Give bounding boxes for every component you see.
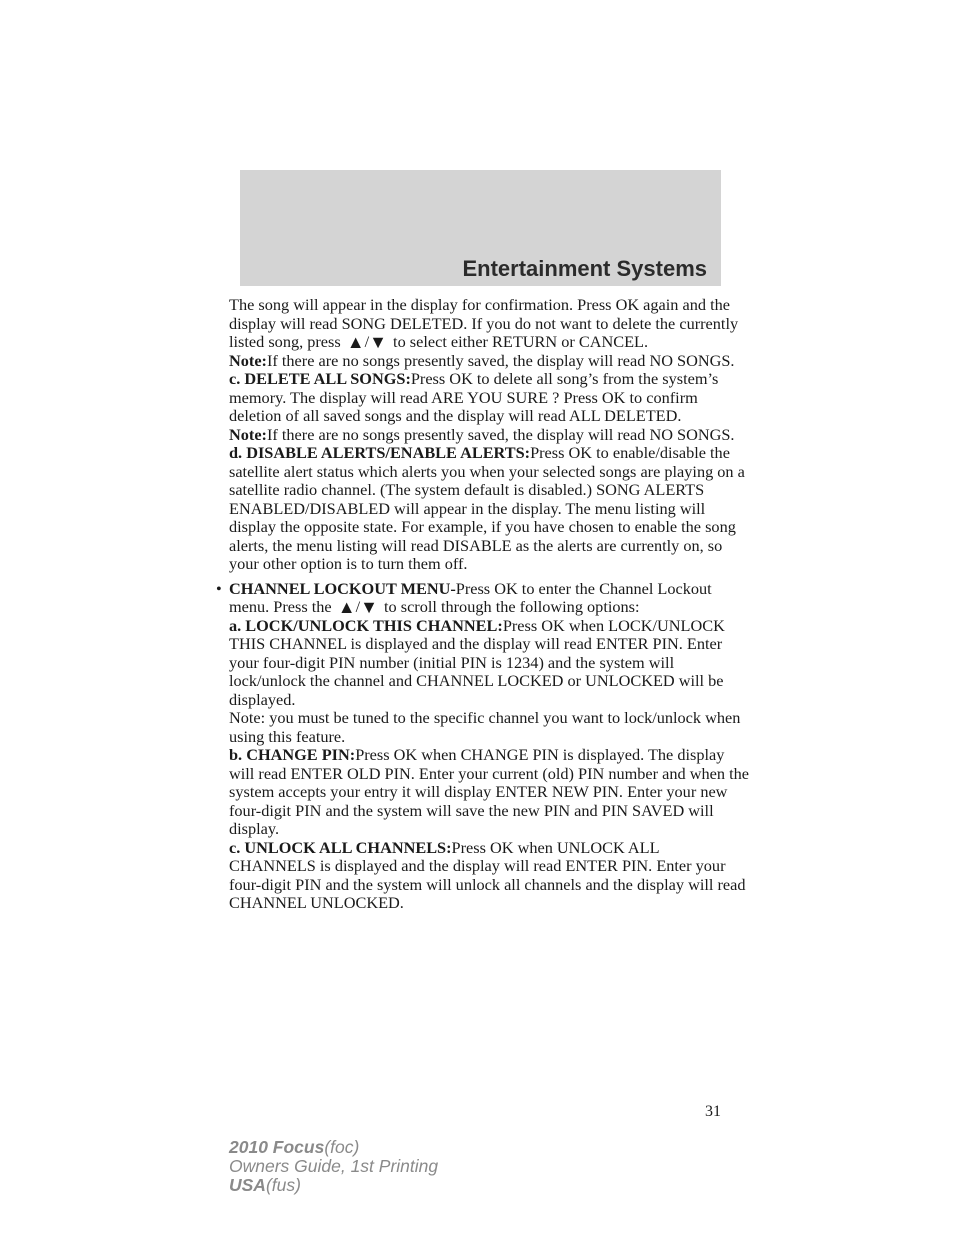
up-arrow-icon: ▲ bbox=[346, 332, 365, 352]
unlock-all-channels-item: c. UNLOCK ALL CHANNELS:Press OK when UNLOCK ALL CHANNELS is displayed and the display will read ENTER PIN. Enter your four-digit PIN and the system will unlock all channels and the display will read CHANNEL UNLOCKED. bbox=[229, 837, 746, 912]
footer-model-line: 2010 Focus(foc) bbox=[229, 1137, 360, 1157]
section-title: Entertainment Systems bbox=[462, 256, 707, 281]
down-arrow-icon: ▼ bbox=[360, 597, 378, 617]
page-number: 31 bbox=[705, 1103, 721, 1120]
delete-all-songs-item: c. DELETE ALL SONGS:Press OK to delete all song’s from the system’s memory. The display will read ARE YOU SURE ? Press OK to confirm deletion of all saved songs and the display will read ALL DELETED. bbox=[229, 369, 719, 425]
note-no-songs-2: Note:If there are no songs presently saved, the display will read NO SONGS. bbox=[229, 424, 735, 444]
print-footer bbox=[229, 1138, 438, 1195]
section-header-band bbox=[240, 170, 721, 286]
down-arrow-icon: ▼ bbox=[369, 332, 387, 352]
tuned-channel-note: Note: you must be tuned to the specific channel you want to lock/unlock when using this feature. bbox=[229, 708, 741, 746]
note-no-songs-1: Note:If there are no songs presently saved, the display will read NO SONGS. bbox=[229, 350, 735, 370]
disable-enable-alerts-item: d. DISABLE ALERTS/ENABLE ALERTS:Press OK to enable/disable the satellite alert status which alerts you when your selected songs are playing on a satellite radio channel. (The system default is disabled.) SONG ALERTS ENABLED/DISABLED will appear in the display. The menu listing will display the opposite state. For example, if you have chosen to enable the song alerts, the menu listing will read DISABLE as the alerts are currently on, so your other option is to turn them off. bbox=[229, 443, 745, 573]
change-pin-item: b. CHANGE PIN:Press OK when CHANGE PIN is displayed. The display will read ENTER OLD PIN. Enter your current (old) PIN number and when the system accepts your entry it will display ENTER NEW PIN. Enter your new four-digit PIN and the system will save the new PIN and PIN SAVED will display. bbox=[229, 745, 749, 838]
channel-lockout-menu-item: • CHANNEL LOCKOUT MENU-Press OK to enter the Channel Lockout menu. Press the ▲/▼ to scroll through the following options: bbox=[216, 578, 712, 617]
song-confirmation-paragraph: The song will appear in the display for confirmation. Press OK again and the display will read SONG DELETED. If you do not want to delete the currently listed song, press ▲/▼ to select either RETURN or CANCEL. bbox=[229, 295, 739, 352]
bullet-icon: • bbox=[216, 578, 222, 598]
up-arrow-icon: ▲ bbox=[337, 597, 356, 617]
footer-guide-line: Owners Guide, 1st Printing bbox=[229, 1156, 439, 1176]
footer-market-line: USA(fus) bbox=[229, 1175, 301, 1195]
manual-body bbox=[216, 295, 749, 913]
lock-unlock-channel-item: a. LOCK/UNLOCK THIS CHANNEL:Press OK when LOCK/UNLOCK THIS CHANNEL is displayed and the display will read ENTER PIN. Enter your four-digit PIN number (initial PIN is 1234) and the system will lock/unlock the channel and CHANNEL LOCKED or UNLOCKED will be displayed. bbox=[229, 615, 725, 709]
